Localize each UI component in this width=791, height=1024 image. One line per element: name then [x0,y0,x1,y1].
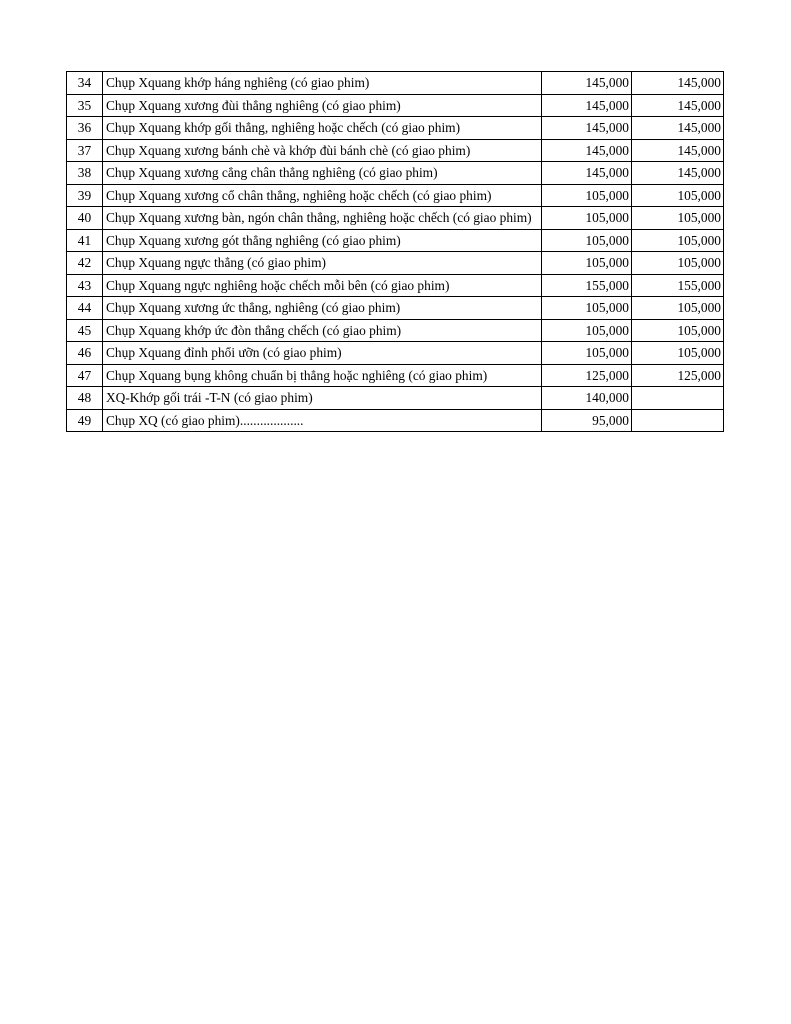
service-name-cell: Chụp Xquang xương đùi thẳng nghiêng (có giao phim) [103,94,542,117]
row-number-cell: 41 [67,229,103,252]
service-name-cell: Chụp Xquang xương cổ chân thẳng, nghiêng hoặc chếch (có giao phim) [103,184,542,207]
price-cell-alt: 105,000 [632,207,724,230]
service-name-cell: Chụp XQ (có giao phim)................... [103,409,542,432]
service-name-cell: Chụp Xquang ngực nghiêng hoặc chếch mỗi bên (có giao phim) [103,274,542,297]
table-row [67,364,724,387]
table-row [67,139,724,162]
price-table-body [67,72,724,432]
price-cell: 105,000 [542,342,632,365]
price-cell-alt: 105,000 [632,342,724,365]
row-number-cell: 42 [67,252,103,275]
table-row [67,409,724,432]
table-row [67,387,724,410]
price-cell-alt: 145,000 [632,162,724,185]
table-row [67,297,724,320]
price-cell-alt: 105,000 [632,252,724,275]
price-cell: 105,000 [542,252,632,275]
price-cell: 105,000 [542,207,632,230]
price-cell: 105,000 [542,319,632,342]
row-number-cell: 39 [67,184,103,207]
price-cell: 145,000 [542,162,632,185]
price-table [66,71,724,432]
row-number-cell: 38 [67,162,103,185]
price-cell-alt: 145,000 [632,94,724,117]
table-row [67,162,724,185]
price-cell-alt: 145,000 [632,72,724,95]
price-cell-alt: 145,000 [632,117,724,140]
price-cell: 140,000 [542,387,632,410]
row-number-cell: 45 [67,319,103,342]
row-number-cell: 48 [67,387,103,410]
price-cell: 105,000 [542,184,632,207]
price-cell: 125,000 [542,364,632,387]
row-number-cell: 35 [67,94,103,117]
price-cell-alt: 105,000 [632,297,724,320]
row-number-cell: 49 [67,409,103,432]
price-cell-alt: 105,000 [632,184,724,207]
price-cell-alt [632,409,724,432]
table-row [67,229,724,252]
row-number-cell: 44 [67,297,103,320]
price-cell: 155,000 [542,274,632,297]
price-cell: 145,000 [542,139,632,162]
row-number-cell: 37 [67,139,103,162]
price-cell-alt [632,387,724,410]
service-name-cell: Chụp Xquang khớp háng nghiêng (có giao phim) [103,72,542,95]
row-number-cell: 46 [67,342,103,365]
table-row [67,117,724,140]
service-name-cell: Chụp Xquang khớp ức đòn thẳng chếch (có giao phim) [103,319,542,342]
price-cell-alt: 145,000 [632,139,724,162]
price-cell-alt: 105,000 [632,319,724,342]
table-row [67,72,724,95]
price-cell: 145,000 [542,94,632,117]
service-name-cell: Chụp Xquang xương gót thẳng nghiêng (có giao phim) [103,229,542,252]
table-row [67,319,724,342]
table-row [67,184,724,207]
row-number-cell: 47 [67,364,103,387]
price-cell: 145,000 [542,72,632,95]
table-row [67,274,724,297]
table-row [67,94,724,117]
service-name-cell: Chụp Xquang đỉnh phổi ưỡn (có giao phim) [103,342,542,365]
price-cell: 105,000 [542,297,632,320]
table-row [67,207,724,230]
service-name-cell: Chụp Xquang xương bánh chè và khớp đùi bánh chè (có giao phim) [103,139,542,162]
service-name-cell: Chụp Xquang ngực thẳng (có giao phim) [103,252,542,275]
price-cell: 95,000 [542,409,632,432]
service-name-cell: Chụp Xquang xương cẳng chân thẳng nghiêng (có giao phim) [103,162,542,185]
service-name-cell: Chụp Xquang khớp gối thẳng, nghiêng hoặc chếch (có giao phim) [103,117,542,140]
service-name-cell: Chụp Xquang xương bàn, ngón chân thẳng, nghiêng hoặc chếch (có giao phim) [103,207,542,230]
row-number-cell: 40 [67,207,103,230]
service-name-cell: Chụp Xquang xương ức thẳng, nghiêng (có giao phim) [103,297,542,320]
row-number-cell: 36 [67,117,103,140]
row-number-cell: 34 [67,72,103,95]
service-name-cell: Chụp Xquang bụng không chuẩn bị thẳng hoặc nghiêng (có giao phim) [103,364,542,387]
row-number-cell: 43 [67,274,103,297]
table-row [67,342,724,365]
price-cell-alt: 105,000 [632,229,724,252]
service-name-cell: XQ-Khớp gối trái -T-N (có giao phim) [103,387,542,410]
price-cell-alt: 125,000 [632,364,724,387]
price-cell-alt: 155,000 [632,274,724,297]
price-cell: 105,000 [542,229,632,252]
price-cell: 145,000 [542,117,632,140]
table-row [67,252,724,275]
